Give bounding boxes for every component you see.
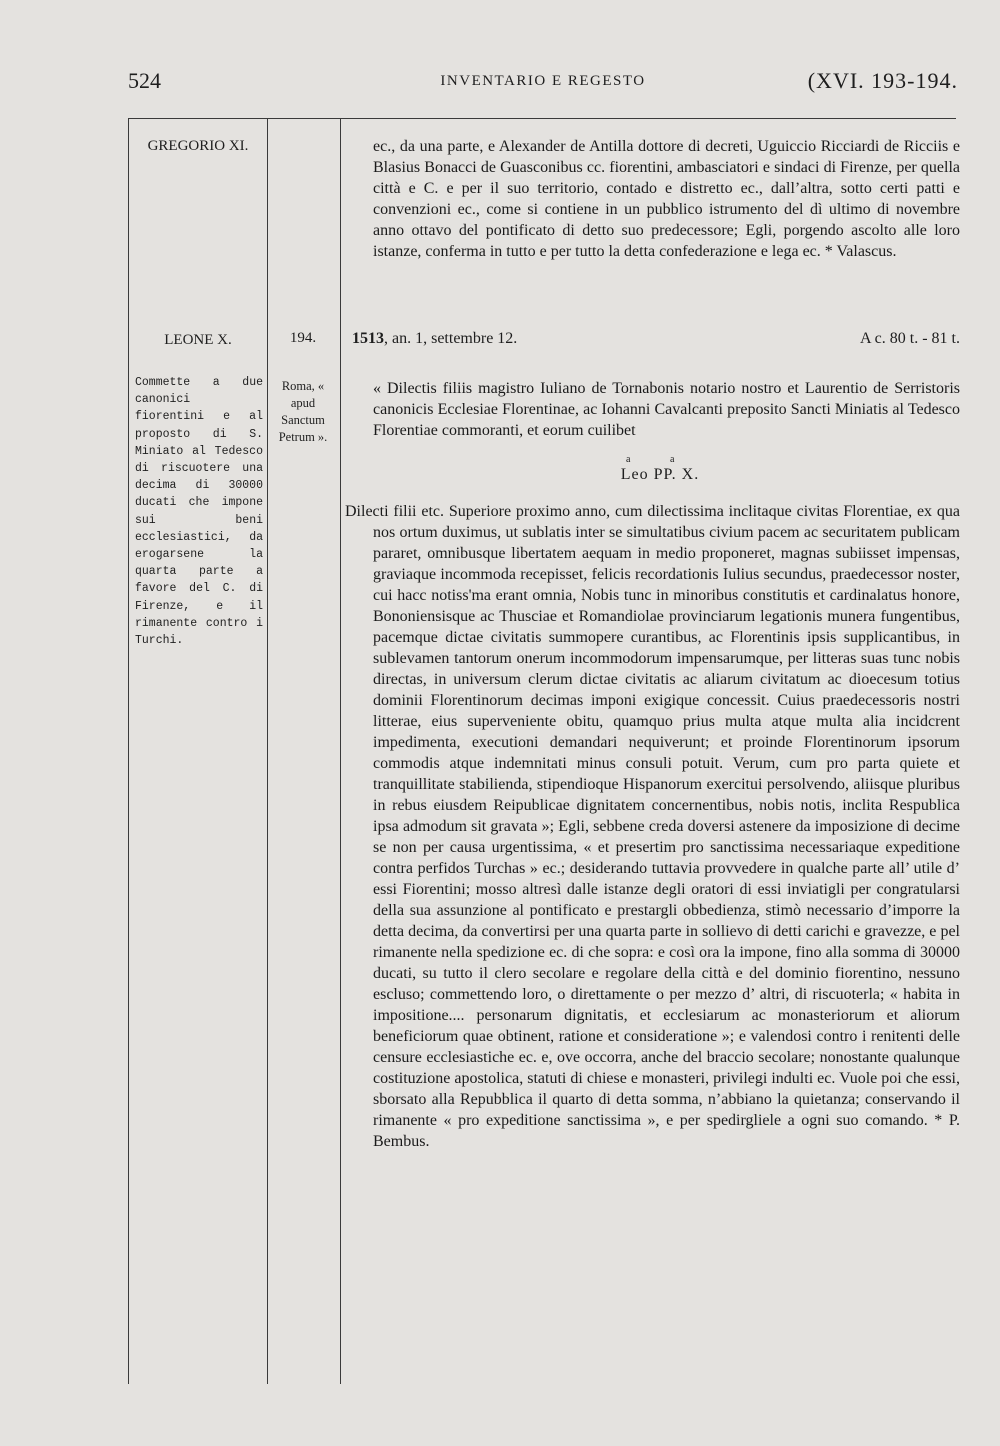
signature-mark: a	[670, 454, 676, 465]
entry-number: 194.	[289, 330, 317, 346]
column-rule-place	[340, 118, 341, 1384]
pope-name-prev: GREGORIO XI.	[147, 138, 249, 154]
page-number: 524	[128, 68, 161, 93]
entry-date-line	[352, 330, 960, 348]
entry-range: (XVI. 193-194.	[807, 68, 958, 93]
column-rule-left	[128, 118, 129, 1384]
letter-body-paragraph: Dilecti filii etc. Superiore proximo anno, cum dilectissima inclitaque civitas Florentiae, ex qua nos ortum duximus, ut sublatis inter se simultatibus civium pacem ac securitatem publicam pararet, omnibusque libertatem aequam in medio proponeret, magnas subiisset impensas, graviaque incommoda recepisset, felicis recordationis Iulius secundus, praedecessor noster, cui hacc notiss'ma erant omnia, Nobis tunc in minoribus constitutis et cardinalatus honore, Bononiensisque ac Thusciae et Romandiolae provinciarum legationis munera fungentibus, pacemque dictae civitatis summopere curantibus, ac Florentinis ipsis supplicantibus, in sublevamen tantorum onerum incommodorum impensarumque, per litteras suas tunc nobis directas, in universum clerum dictae civitatis ac aliarum civitatum ac dioecesum totius dominii Florentinorum decimas imponi exigique concessit. Cuius praedecessoris nostri litterae, eius superveniente obitu, quamquo prius multa atque multa alia incidcrent impedimenta, executioni demandari nequiverunt; et proinde Florentinorum ipsorum commodis atque indemnitati minus consuli potuit. Verum, cum pro parta quiete et tranquillitate stabilienda, stipendioque Hispanorum exercitui persolvendo, aliisque pluribus in rebus eiusdem Reipublicae dignitatem concernentibus, nobis notis, inclita Respublica ipsa admodum sit gravata »; Egli, sebbene creda doversi astenere da imposizione di decime se non per causa urgentissima, « et presertim pro sanctissima necessariaque expeditione contra perfidos Turchas » ec.; desiderando tuttavia provvedere in qualche parte all’ utile d’ essi Fiorentini; mosso altresì dalle istanze degli oratori di essi inviatigli per congratularsi della sua assunzione al pontificato e prestargli obbedienza, stimò necessario d’imporre la detta decima, da convertirsi per una quarta parte in sollievo di detti carichi e gravezze, e pel rimanente nella spedizione ec. di che sopra: e così ora la impone, fino alla somma di 30000 ducati, su tutto il clero secolare e regolare della città e del dominio fiorentino, nessuno escluso; commettendo loro, o direttamente o per mezzo d’ altri, di riscuoterla; « habita in impositione.... personarum dignitatis, et ecclesiarum ac monasteriorum et aliorum beneficiorum quae obtinent, ratione et consideratione »; e valendosi contro i renitenti delle censure ecclesiastiche ec. e, ove occorra, anche del braccio secolare; nonostante qualunque costituzione apostolica, statuti di chiese e monasteri, privilegi indulti ec. Vuole poi che essi, sborsato alla Repubblica il quarto di detta somma, n’abbiano la quietanza; conservando il rimanente « pro expeditione sanctissima », e per spedirgliele a ogni suo comando. * P. Bembus.	[345, 503, 960, 1150]
signature-text: Leo PP. X.	[620, 466, 700, 483]
pope-name: LEONE X.	[164, 332, 232, 348]
signature-mark: a	[626, 454, 632, 465]
entry-summary: Commette a due canonici fiorentini e al proposto di S. Miniato al Tedesco di riscuotere una decima di 30000 ducati che impone sui beni ecclesiastici, da erogarsene la quarta parte a favore del C. di Firenze, e il rimanente contro i Turchi.	[135, 376, 263, 648]
folio-reference: A c. 80 t. - 81 t.	[860, 330, 960, 347]
entry-place: Roma, « apud Sanctum Petrum ».	[278, 379, 328, 444]
running-header	[128, 66, 958, 100]
entry-date: , an. 1, settembre 12.	[384, 330, 518, 347]
address-text: « Dilectis filiis magistro Iuliano de Tornabonis notario nostro et Laurentio de Serristoris canonicis Ecclesiae Florentinae, ac Iohanni Cavalcanti preposito Sancti Miniatis al Tedesco Florentiae commoranti, et eorum cuilibet	[373, 380, 960, 439]
column-rule-summary	[267, 118, 268, 1384]
header-rule	[128, 118, 956, 119]
previous-entry-text: ec., da una parte, e Alexander de Antilla dottore di decreti, Uguiccio Ricciardi de Ricciis e Blasius Bonacci de Guasconibus cc. fiorentini, ambasciatori e sindaci di Firenze, per quella città e C. e per il suo territorio, contado e distretto ec., dall’altra, sotto certi patti e convenzioni ec., come si contiene in un pubblico istrumento del dì ultimo di novembre anno ottavo del pontificato di detto suo predecessore; Egli, porgendo ascolto alle loro istanze, conferma in tutto e per tutto la detta confederazione e lega ec. * Valascus.	[373, 138, 960, 260]
running-title: INVENTARIO E REGESTO	[440, 73, 646, 89]
entry-year: 1513	[352, 330, 384, 347]
letter-body-text	[345, 501, 960, 1152]
papal-signature	[600, 454, 720, 484]
